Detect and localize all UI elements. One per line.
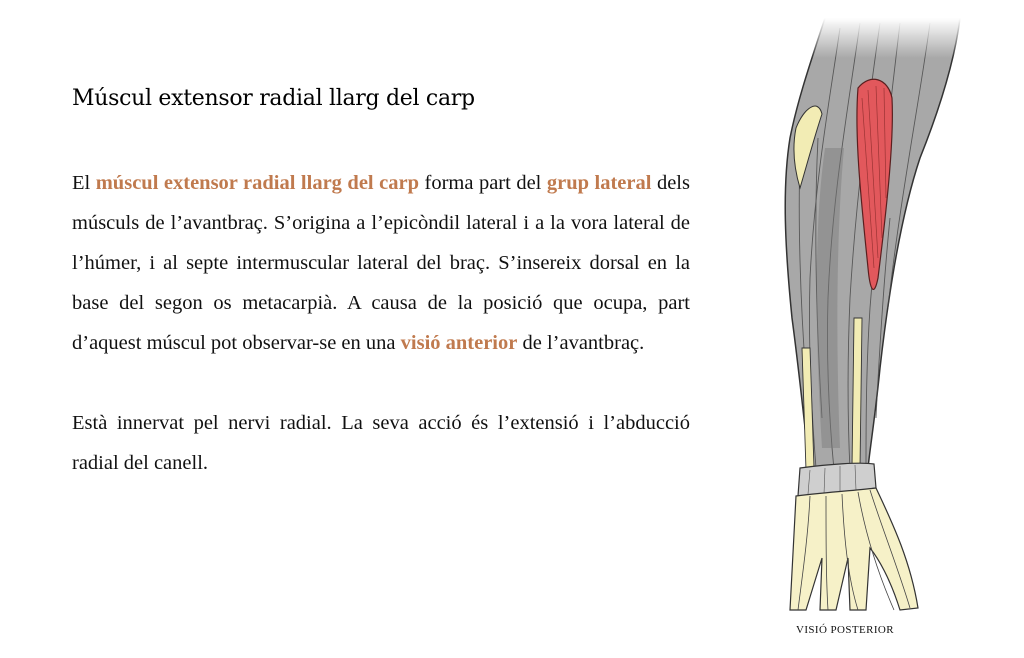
text-segment: El [72, 172, 96, 194]
paragraph-innervation: Està innervat pel nervi radial. La seva acció és l’extensió i l’abducció radial del canell. [72, 412, 690, 474]
link-extensor-radialis-longus[interactable]: múscul extensor radial llarg del carp [95, 172, 419, 194]
page-title: Múscul extensor radial llarg del carp [72, 86, 475, 111]
link-lateral-group[interactable]: grup lateral [546, 172, 652, 194]
paragraph-description [72, 163, 690, 363]
figure-caption: VISIÓ POSTERIOR [796, 624, 894, 636]
text-segment: de l’avantbraç. [517, 332, 645, 354]
text-segment: dels músculs de l’avantbraç. S’origina a l’epicòndil lateral i a la vora lateral de l’húmer, i al septe intermuscular lateral del braç. S’insereix dorsal en la base del segon os metacarpià. A causa de la posició que ocupa, part d’aquest múscul pot observar-se en una [72, 172, 690, 354]
forearm-illustration [770, 18, 970, 618]
text-segment: forma part del [418, 172, 547, 194]
link-anterior-view[interactable]: visió anterior [400, 332, 518, 354]
article [72, 86, 690, 483]
